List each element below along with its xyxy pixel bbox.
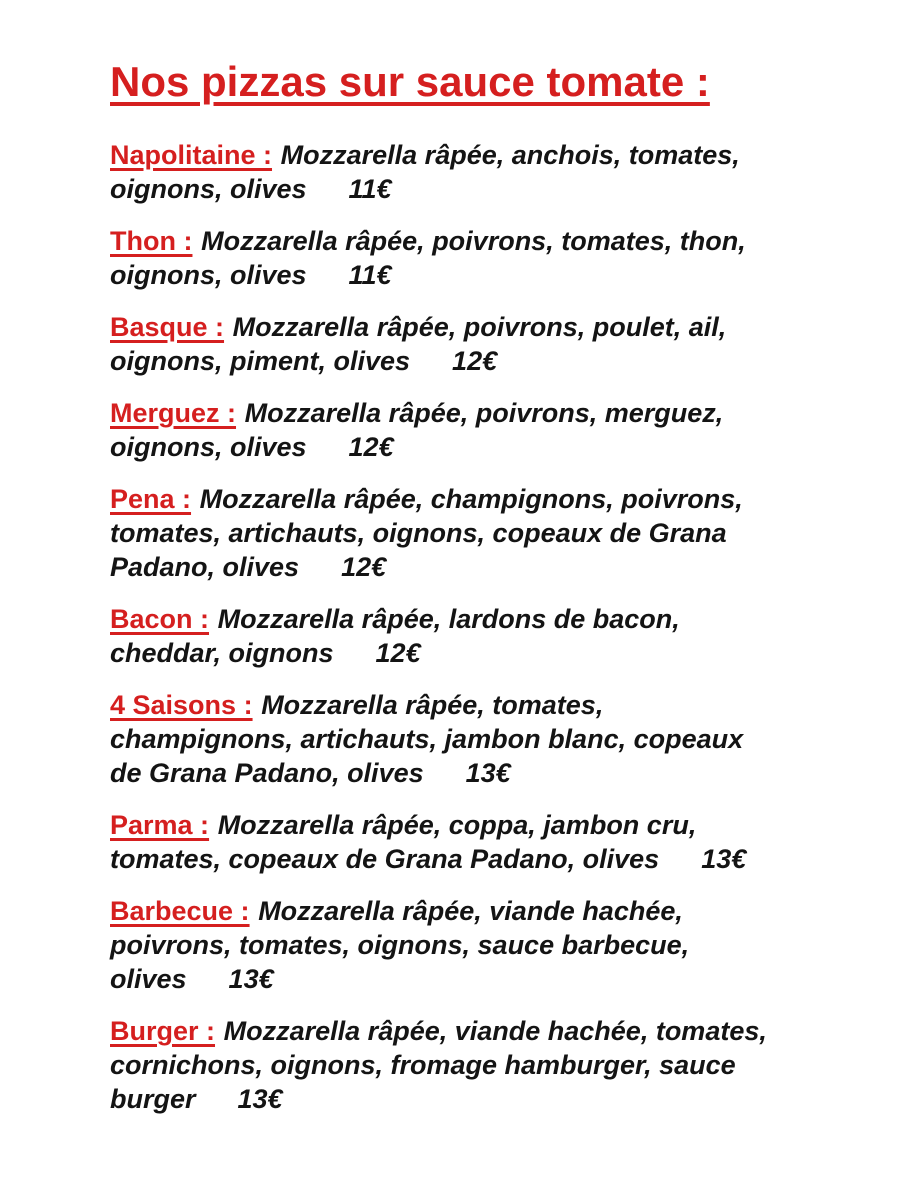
menu-item-description: Mozzarella râpée, anchois, tomates, oignons, olives [110, 140, 740, 204]
menu-item [110, 602, 771, 670]
menu-item-price: 12€ [341, 552, 387, 582]
menu-item-name: Parma : [110, 810, 210, 840]
menu-item-description: Mozzarella râpée, coppa, jambon cru, tomates, copeaux de Grana Padano, olives [110, 810, 697, 874]
page-title: Nos pizzas sur sauce tomate : [110, 58, 710, 105]
menu-item-name: Basque : [110, 312, 225, 342]
menu-item-name: Barbecue : [110, 896, 250, 926]
menu-item-description: Mozzarella râpée, viande hachée, tomates, cornichons, oignons, fromage hamburger, sauce burger [110, 1016, 767, 1114]
menu-item [110, 688, 771, 790]
menu-item [110, 808, 771, 876]
menu-item-name: 4 Saisons : [110, 690, 253, 720]
menu-item-name: Merguez : [110, 398, 237, 428]
menu-item-price: 12€ [348, 432, 394, 462]
menu-item [110, 482, 771, 584]
menu-item-description: Mozzarella râpée, tomates, champignons, artichauts, jambon blanc, copeaux de Grana Padano, olives [110, 690, 744, 788]
menu-item [110, 138, 771, 206]
menu-item-price: 13€ [465, 758, 511, 788]
menu-item [110, 1014, 771, 1116]
menu-item-name: Burger : [110, 1016, 216, 1046]
menu-item-description: Mozzarella râpée, poivrons, tomates, thon, oignons, olives [110, 226, 746, 290]
menu-item-name: Pena : [110, 484, 192, 514]
menu-item-price: 13€ [228, 964, 274, 994]
menu-item-description: Mozzarella râpée, viande hachée, poivrons, tomates, oignons, sauce barbecue, olives [110, 896, 690, 994]
menu-item-price: 12€ [452, 346, 498, 376]
menu-item-price: 13€ [701, 844, 747, 874]
menu-item [110, 310, 771, 378]
menu-item [110, 224, 771, 292]
menu-item-name: Bacon : [110, 604, 210, 634]
menu-item-description: Mozzarella râpée, poivrons, poulet, ail, oignons, piment, olives [110, 312, 727, 376]
menu-item-price: 12€ [375, 638, 421, 668]
menu-item-name: Thon : [110, 226, 193, 256]
menu-item-price: 11€ [348, 174, 392, 204]
menu-item-description: Mozzarella râpée, lardons de bacon, cheddar, oignons [110, 604, 680, 668]
menu-items-list [110, 138, 771, 1116]
menu-item [110, 894, 771, 996]
menu-item-description: Mozzarella râpée, champignons, poivrons, tomates, artichauts, oignons, copeaux de Grana Padano, olives [110, 484, 743, 582]
menu-item-price: 11€ [348, 260, 392, 290]
menu-item-description: Mozzarella râpée, poivrons, merguez, oignons, olives [110, 398, 724, 462]
menu-item-name: Napolitaine : [110, 140, 273, 170]
menu-item-price: 13€ [237, 1084, 283, 1114]
menu-item [110, 396, 771, 464]
